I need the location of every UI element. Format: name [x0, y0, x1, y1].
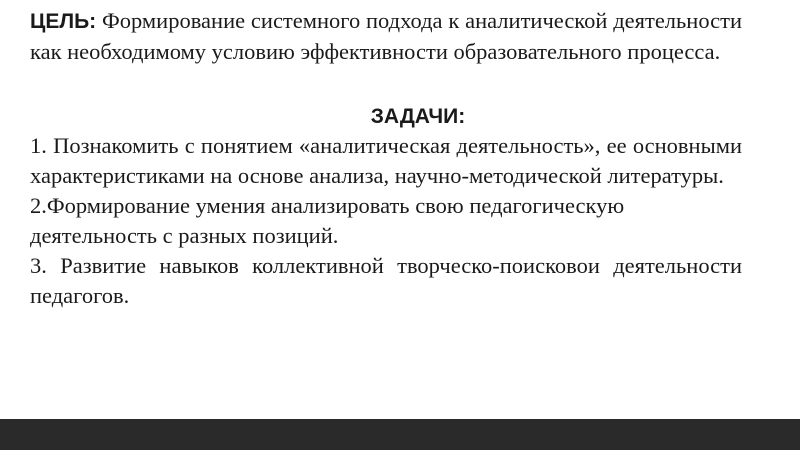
bottom-bar	[0, 419, 800, 450]
task-item-3: 3. Развитие навыков коллективной творческо-поисковои деятельности педагогов.	[30, 253, 742, 308]
tasks-heading: ЗАДАЧИ:	[370, 105, 466, 128]
task-item-2: 2.Формирование умения анализировать свою педагогическую деятельность с разных позиций.	[30, 193, 625, 248]
goal-text: Формирование системного подхода к аналитической деятельности как необходимому условию эффективности образовательного процесса.	[30, 8, 743, 64]
goal-label: ЦЕЛЬ:	[30, 10, 97, 33]
task-item-1: 1. Познакомить с понятием «аналитическая деятельность», ее основными характеристиками на основе анализа, научно-методической литературы.	[30, 133, 742, 188]
slide-content	[30, 6, 742, 311]
goal-paragraph	[30, 6, 742, 67]
